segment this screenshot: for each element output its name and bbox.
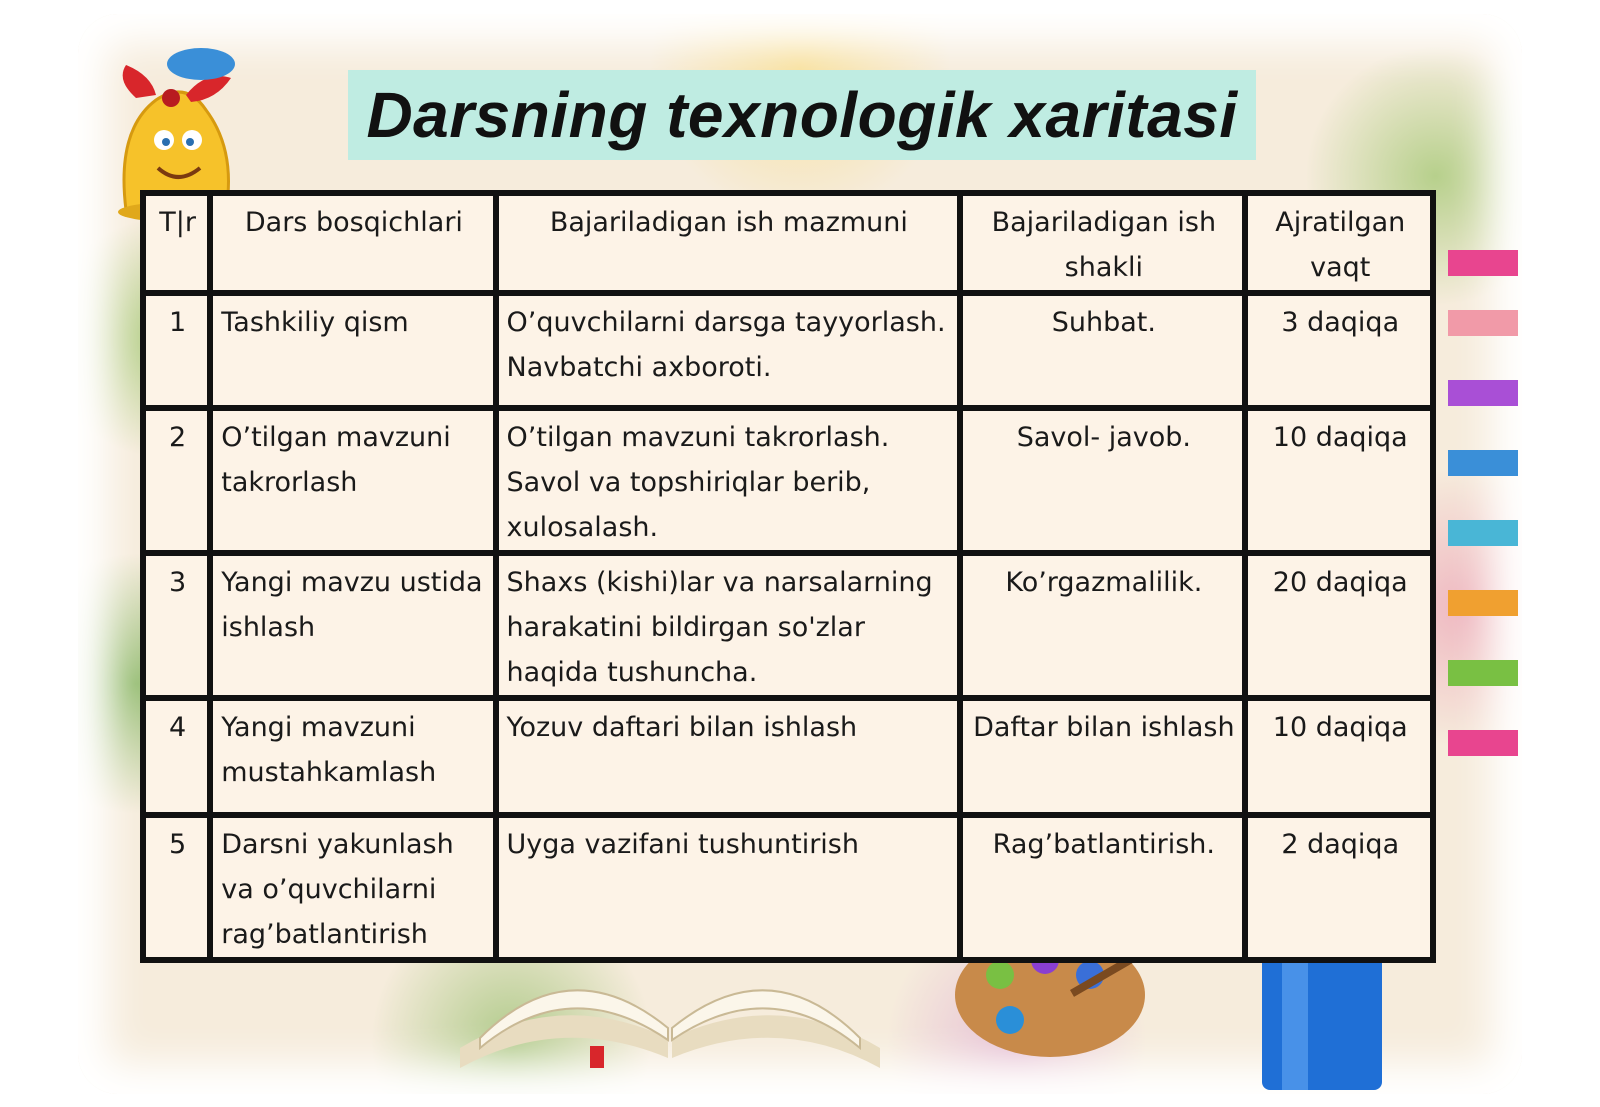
table-row <box>143 408 1433 553</box>
row-stage: O’tilgan mavzuni takrorlash <box>210 408 495 553</box>
row-time: 10 daqiqa <box>1245 698 1433 815</box>
header-content: Bajariladigan ish mazmuni <box>496 193 961 293</box>
row-time: 2 daqiqa <box>1245 815 1433 960</box>
row-stage: Darsni yakunlash va o’quvchilarni rag’batlantirish <box>210 815 495 960</box>
row-content: Shaxs (kishi)lar va narsalarning harakatini bildirgan so'zlar haqida tushuncha. <box>496 553 961 698</box>
table-row <box>143 815 1433 960</box>
row-form: Rag’batlantirish. <box>960 815 1245 960</box>
row-stage: Tashkiliy qism <box>210 293 495 408</box>
row-form: Daftar bilan ishlash <box>960 698 1245 815</box>
row-number: 2 <box>143 408 210 553</box>
row-stage: Yangi mavzuni mustahkamlash <box>210 698 495 815</box>
row-time: 3 daqiqa <box>1245 293 1433 408</box>
row-form: Suhbat. <box>960 293 1245 408</box>
colored-pencils-icon <box>1438 240 1522 800</box>
lesson-plan-table <box>140 190 1436 963</box>
row-stage: Yangi mavzu ustida ishlash <box>210 553 495 698</box>
row-content: Uyga vazifani tushuntirish <box>496 815 961 960</box>
row-number: 4 <box>143 698 210 815</box>
row-content: Yozuv daftari bilan ishlash <box>496 698 961 815</box>
row-form: Savol- javob. <box>960 408 1245 553</box>
row-form: Ko’rgazmalilik. <box>960 553 1245 698</box>
row-number: 1 <box>143 293 210 408</box>
row-content: O’tilgan mavzuni takrorlash. Savol va topshiriqlar berib, xulosalash. <box>496 408 961 553</box>
row-time: 10 daqiqa <box>1245 408 1433 553</box>
header-form: Bajariladigan ish shakli <box>960 193 1245 293</box>
row-number: 5 <box>143 815 210 960</box>
table-row <box>143 698 1433 815</box>
title-banner <box>348 70 1256 160</box>
row-time: 20 daqiqa <box>1245 553 1433 698</box>
table-header-row <box>143 193 1433 293</box>
page-title: Darsning texnologik xaritasi <box>366 79 1238 151</box>
row-content: O’quvchilarni darsga tayyorlash. Navbatchi axboroti. <box>496 293 961 408</box>
table-row <box>143 553 1433 698</box>
row-number: 3 <box>143 553 210 698</box>
table-row <box>143 293 1433 408</box>
header-number: T|r <box>143 193 210 293</box>
header-stages: Dars bosqichlari <box>210 193 495 293</box>
header-time: Ajratilgan vaqt <box>1245 193 1433 293</box>
